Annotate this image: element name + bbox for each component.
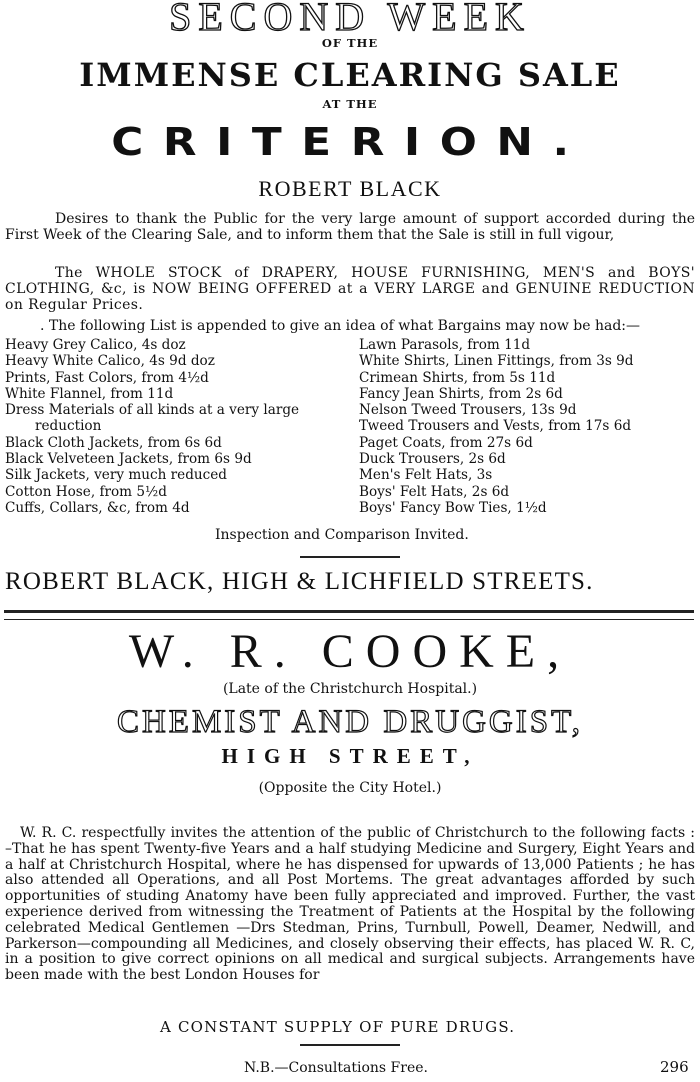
list-intro: . The following List is appended to give an idea of what Bargains may now be had:—: [40, 318, 641, 334]
consultations-free: N.B.—Consultations Free.: [244, 1060, 428, 1076]
opposite-city-hotel: (Opposite the City Hotel.): [258, 780, 442, 796]
list-item: Fancy Jean Shirts, from 2s 6d: [359, 385, 563, 402]
stock-paragraph: The WHOLE STOCK of DRAPERY, HOUSE FURNISHING, MEN'S and BOYS' CLOTHING, &c, is NOW BEING OFFERED at a VERY LARGE and GENUINE REDUCTION on Regular Prices.: [5, 265, 695, 313]
cooke-name: W. R. COOKE,: [128, 625, 572, 678]
list-item: reduction: [35, 418, 102, 435]
of-the-label: OF THE: [321, 36, 379, 50]
list-item: Heavy White Calico, 4s 9d doz: [5, 353, 215, 370]
list-item: Boys' Felt Hats, 2s 6d: [359, 483, 510, 500]
short-divider-2: [300, 1044, 400, 1046]
bargain-list-right: [359, 337, 634, 516]
list-item: Heavy Grey Calico, 4s doz: [5, 337, 186, 353]
list-item: White Flannel, from 11d: [5, 385, 174, 402]
list-item: Black Cloth Jackets, from 6s 6d: [5, 434, 222, 451]
proprietor-name: ROBERT BLACK: [258, 176, 442, 201]
list-item: Men's Felt Hats, 3s: [359, 467, 493, 484]
intro-paragraph: Desires to thank the Public for the very large amount of support accorded during the First Week of the Clearing Sale, and to inform them that the Sale is still in full vigour,: [5, 211, 695, 243]
list-item: Boys' Fancy Bow Ties, 1½d: [359, 499, 547, 516]
list-item: Crimean Shirts, from 5s 11d: [359, 369, 556, 386]
page-number: 296: [660, 1058, 689, 1076]
cooke-body-paragraph: W. R. C. respectfully invites the attention of the public of Christchurch to the following facts : –That he has spent Twenty-five Years and a half studying Medicine and Surgery, Eight Years and a half at Christchurch Hospital, where he has dispensed for upwards of 13,000 Patients ; he has also attended all Operations, and all Post Mortems. The great advantages afforded by such opportunities of studing Anatomy have been fully appreciated and improved. Further, the vast experience derived from witnessing the Treatment of Patients at the Hospital by the following celebrated Medical Gentlemen —Drs Stedman, Prins, Turnbull, Powell, Deamer, Nedwill, and Parkerson—compounding all Medicines, and closely observing their effects, has placed W. R. C, in a position to give correct opinions on all medical and surgical subjects. Arrangements have been made with the best London Houses for: [5, 825, 695, 984]
ad-separator: [4, 610, 694, 613]
robert-black-address: ROBERT BLACK, HIGH & LICHFIELD STREETS.: [5, 568, 594, 595]
high-street-label: HIGH STREET,: [221, 744, 479, 768]
headline-clearing-sale: IMMENSE CLEARING SALE: [79, 56, 621, 94]
criterion-title: CRITERION.: [111, 120, 589, 164]
list-item: Silk Jackets, very much reduced: [5, 467, 228, 484]
list-item: Prints, Fast Colors, from 4½d: [5, 369, 209, 386]
at-the-label: AT THE: [322, 97, 378, 111]
list-item: White Shirts, Linen Fittings, from 3s 9d: [359, 353, 634, 370]
list-item: Nelson Tweed Trousers, 13s 9d: [359, 402, 577, 419]
list-item: Dress Materials of all kinds at a very large: [5, 402, 300, 419]
list-item: Cotton Hose, from 5½d: [5, 483, 167, 500]
pure-drugs-line: A CONSTANT SUPPLY OF PURE DRUGS.: [160, 1018, 516, 1036]
list-item: Lawn Parasols, from 11d: [359, 337, 531, 353]
list-item: Black Velveteen Jackets, from 6s 9d: [5, 451, 252, 468]
chemist-druggist-title: CHEMIST AND DRUGGIST,: [116, 704, 584, 740]
list-item: Duck Trousers, 2s 6d: [359, 451, 506, 468]
late-of-hospital: (Late of the Christchurch Hospital.): [222, 681, 478, 697]
headline-second-week: SECOND WEEK: [169, 0, 531, 39]
list-item: Cuffs, Collars, &c, from 4d: [5, 499, 190, 516]
ad-separator-thin: [4, 619, 694, 620]
short-divider: [300, 556, 400, 558]
list-item: Tweed Trousers and Vests, from 17s 6d: [359, 418, 632, 435]
list-item: Paget Coats, from 27s 6d: [359, 434, 533, 451]
bargain-list-left: [5, 337, 299, 516]
inspection-line: Inspection and Comparison Invited.: [215, 527, 469, 543]
